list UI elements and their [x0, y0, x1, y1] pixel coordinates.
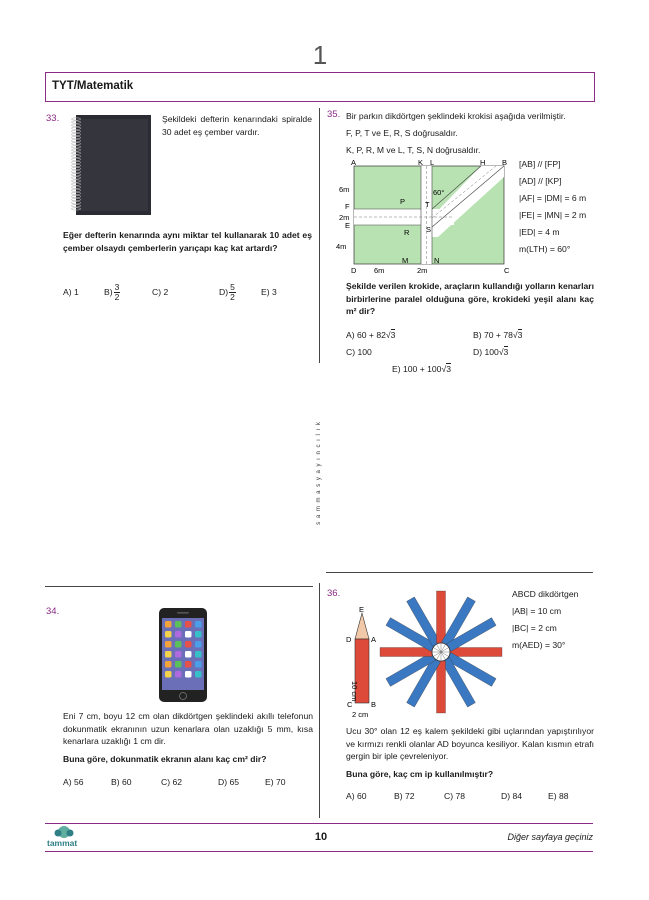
dim-af: 6m	[339, 185, 350, 194]
q34-question: Buna göre, dokunmatik ekranın alanı kaç cm² dir?	[63, 754, 267, 764]
q34-option-e[interactable]: E) 70	[265, 777, 286, 787]
page-number: 10	[314, 831, 328, 843]
right-divider	[326, 572, 593, 573]
width-label: 2 cm	[352, 710, 369, 719]
given-5: |ED| = 4 m	[519, 227, 560, 237]
q35-givens	[519, 158, 599, 260]
label-C: C	[347, 700, 353, 709]
q34-text: Eni 7 cm, boyu 12 cm olan dikdörtgen şeklindeki akıllı telefonun dokunmatik ekranının uzun kenarlara olan uzaklığı 5 mm, kısa kenarlara uzaklığı 1 cm dir.	[63, 711, 313, 746]
label-D: D	[351, 266, 357, 275]
q33-number: 33.	[46, 113, 60, 124]
label-C: C	[504, 266, 510, 275]
app-icon	[185, 621, 192, 628]
label-A: A	[351, 158, 357, 167]
app-icon	[185, 651, 192, 658]
app-icon	[195, 621, 202, 628]
red-pencil	[437, 591, 446, 643]
app-icon	[195, 661, 202, 668]
q35-line1: F, P, T ve E, R, S doğrusaldır.	[346, 128, 458, 138]
left-divider	[45, 586, 313, 587]
q35-intro: Bir parkın dikdörtgen şeklindeki krokisi aşağıda verilmiştir.	[346, 111, 566, 121]
page-header-number: 1	[312, 40, 328, 70]
app-icon	[195, 671, 202, 678]
header-bar	[45, 72, 595, 102]
app-icon	[195, 651, 202, 658]
q35-option-e[interactable]: E) 100 + 100√3	[392, 364, 451, 374]
label-N: N	[434, 256, 440, 265]
header-title: TYT/Matematik	[52, 80, 134, 92]
label-F: F	[345, 202, 350, 211]
q33-option-a[interactable]: A) 1	[63, 287, 79, 297]
app-icon	[165, 671, 172, 678]
label-K: K	[418, 158, 424, 167]
q33-option-b[interactable]: B) $\frac{3}{2}$	[104, 282, 120, 302]
dim-ed: 4m	[336, 242, 347, 251]
q36-options	[346, 790, 596, 804]
q33-option-e[interactable]: E) 3	[261, 287, 277, 297]
q36-givens	[512, 588, 602, 656]
q33-option-d[interactable]: D) $\frac{5}{2}$	[219, 282, 235, 302]
q33-question: Eğer defterin kenarında aynı miktar tel kullanarak 10 adet eş çember olsaydı çemberlerin yarıçapı kaç kat artardı?	[63, 230, 312, 253]
label-A: A	[371, 635, 377, 644]
q35-option-b[interactable]: B) 70 + 78√3	[473, 330, 523, 340]
app-icon	[185, 631, 192, 638]
given-1: ABCD dikdörtgen	[512, 589, 579, 599]
q36-question: Buna göre, kaç cm ip kullanılmıştır?	[346, 769, 494, 779]
q35-number: 35.	[327, 109, 341, 120]
given-4: |FE| = |MN| = 2 m	[519, 210, 587, 220]
q36-option-b[interactable]: B) 72	[394, 791, 415, 801]
given-4: m(AED) = 30°	[512, 640, 566, 650]
q36-option-d[interactable]: D) 84	[501, 791, 523, 801]
given-6: m(LTH) = 60°	[519, 244, 571, 254]
label-L: L	[430, 158, 435, 167]
label-D: D	[346, 635, 352, 644]
dim-angle: 60°	[433, 188, 445, 197]
app-icon	[185, 671, 192, 678]
app-icon	[175, 641, 182, 648]
footer-line	[45, 823, 593, 824]
q33-text: Şekildeki defterin kenarındaki spiralde 30 adet eş çember vardır.	[162, 114, 312, 137]
q36-option-a[interactable]: A) 60	[346, 791, 367, 801]
app-icon	[195, 641, 202, 648]
tammat-logo	[44, 824, 84, 852]
next-page-text: Diğer sayfaya geçiniz	[507, 832, 593, 842]
given-2: |AB| = 10 cm	[512, 606, 562, 616]
svg-text:tammat: tammat	[47, 838, 78, 848]
label-B: B	[502, 158, 508, 167]
notebook-image	[70, 113, 152, 217]
q34-option-b[interactable]: B) 60	[111, 777, 132, 787]
q36-option-e[interactable]: E) 88	[548, 791, 569, 801]
app-icon	[185, 661, 192, 668]
label-M: M	[402, 256, 409, 265]
q35-line2: K, P, R, M ve L, T, S, N doğrusaldır.	[346, 145, 481, 155]
app-icon	[175, 651, 182, 658]
q33-options	[63, 283, 313, 307]
q35-option-a[interactable]: A) 60 + 82√3	[346, 330, 396, 340]
park-sketch	[334, 157, 514, 277]
dim-mn: 2m	[417, 266, 428, 275]
given-1: [AB] // [FP]	[519, 159, 561, 169]
dim-dm: 6m	[374, 266, 385, 275]
q35-option-c[interactable]: C) 100	[346, 347, 372, 357]
app-icon	[165, 651, 172, 658]
q35-options	[346, 329, 596, 379]
q34-option-a[interactable]: A) 56	[63, 777, 84, 787]
label-P: P	[400, 197, 406, 206]
q33-option-c[interactable]: C) 2	[152, 287, 169, 297]
q36-number: 36.	[327, 588, 341, 599]
app-icon	[175, 621, 182, 628]
red-pencil	[437, 661, 446, 713]
dim-fe: 2m	[339, 213, 350, 222]
app-icon	[185, 641, 192, 648]
q34-number: 34.	[46, 606, 60, 617]
footer-line-bottom	[45, 851, 593, 852]
phone-image	[158, 607, 208, 703]
q36-text: Ucu 30° olan 12 eş kalem şekildeki gibi uçlarından yapıştırılıyor ve kırmızı renkli olanlar AD boyunca kesiliyor. Kalan kısmın etrafı gergin bir iple çevreleniyor.	[346, 726, 594, 761]
q35-question: Şekilde verilen krokide, araçların kullandığı yolların kenarları birbirlerine paralel olduğuna göre, krokideki yeşil alanı kaç m² dir?	[346, 281, 594, 316]
label-B: B	[371, 700, 377, 709]
app-icon	[175, 671, 182, 678]
label-E: E	[359, 605, 365, 614]
given-2: [AD] // [KP]	[519, 176, 562, 186]
app-icon	[165, 621, 172, 628]
app-icon	[195, 631, 202, 638]
given-3: |AF| = |DM| = 6 m	[519, 193, 587, 203]
q34-option-d[interactable]: D) 65	[218, 777, 240, 787]
q35-option-d[interactable]: D) 100√3	[473, 347, 509, 357]
pencil-star	[379, 590, 503, 714]
app-icon	[165, 631, 172, 638]
q34-option-c[interactable]: C) 62	[161, 777, 183, 787]
label-E: E	[345, 221, 351, 230]
app-icon	[165, 661, 172, 668]
app-icon	[175, 631, 182, 638]
red-pencil	[380, 648, 432, 657]
red-pencil	[450, 648, 502, 657]
length-label: 10 cm	[350, 681, 359, 702]
q36-option-c[interactable]: C) 78	[444, 791, 466, 801]
given-3: |BC| = 2 cm	[512, 623, 557, 633]
label-R: R	[404, 228, 410, 237]
side-text: s a m m a s y a y ı n c ı l ı k	[309, 370, 329, 590]
q34-options	[63, 776, 313, 790]
app-icon	[165, 641, 172, 648]
label-H: H	[480, 158, 486, 167]
label-S: S	[426, 225, 432, 234]
label-T: T	[425, 200, 430, 209]
app-icon	[175, 661, 182, 668]
